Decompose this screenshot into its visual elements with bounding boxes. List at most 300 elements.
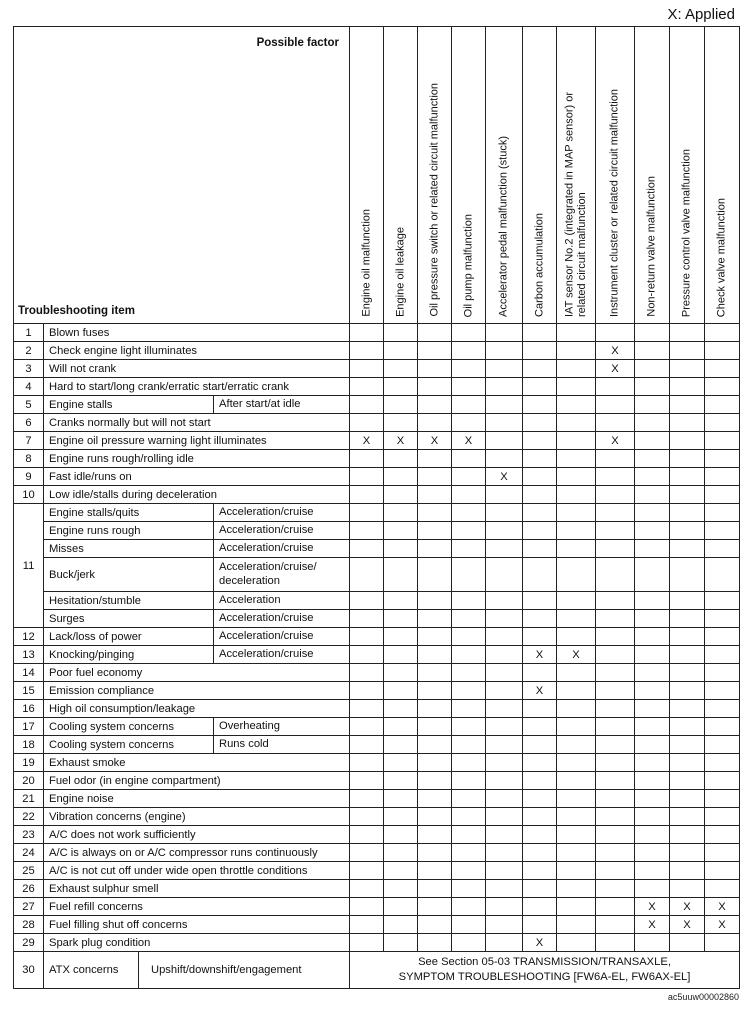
factor-cell (523, 522, 557, 540)
factor-cell (670, 790, 705, 808)
factor-cell (705, 450, 740, 468)
factor-cell (452, 772, 486, 790)
factor-cell (418, 718, 452, 736)
factor-cell (635, 718, 670, 736)
factor-cell (418, 378, 452, 396)
factor-cell (635, 700, 670, 718)
factor-cell (418, 450, 452, 468)
factor-cell (635, 504, 670, 522)
factor-cell (596, 592, 635, 610)
factor-cell (418, 808, 452, 826)
factor-cell (418, 646, 452, 664)
factor-cell (418, 754, 452, 772)
factor-cell (523, 826, 557, 844)
factor-cell (452, 754, 486, 772)
row-number: 4 (14, 378, 44, 396)
factor-cell (523, 360, 557, 378)
factor-cell (418, 540, 452, 558)
factor-header (452, 27, 486, 324)
table-row (14, 772, 740, 790)
troubleshooting-item: Fuel odor (in engine compartment) (44, 772, 350, 790)
factor-cell (486, 646, 523, 664)
factor-cell (705, 540, 740, 558)
factor-cell (635, 682, 670, 700)
applied-mark: X (670, 898, 705, 916)
factor-cell (384, 772, 418, 790)
factor-cell (523, 540, 557, 558)
factor-cell (523, 916, 557, 934)
table-row (14, 378, 740, 396)
factor-cell (384, 468, 418, 486)
troubleshooting-item: A/C is not cut off under wide open throttle conditions (44, 862, 350, 880)
factor-cell (635, 754, 670, 772)
factor-cell (486, 790, 523, 808)
troubleshooting-item: A/C is always on or A/C compressor runs continuously (44, 844, 350, 862)
factor-cell (523, 592, 557, 610)
row-number: 23 (14, 826, 44, 844)
factor-cell (557, 718, 596, 736)
factor-cell (635, 432, 670, 450)
troubleshooting-item: Cooling system concerns (44, 736, 214, 754)
factor-cell (452, 592, 486, 610)
factor-cell (523, 486, 557, 504)
factor-cell (418, 916, 452, 934)
factor-cell (596, 790, 635, 808)
factor-cell (523, 862, 557, 880)
factor-cell (486, 324, 523, 342)
factor-cell (452, 540, 486, 558)
troubleshooting-item: Engine runs rough/rolling idle (44, 450, 350, 468)
row-number: 13 (14, 646, 44, 664)
factor-cell (384, 898, 418, 916)
factor-cell (418, 844, 452, 862)
factor-cell (486, 898, 523, 916)
factor-cell (557, 378, 596, 396)
factor-cell (418, 934, 452, 952)
factor-cell (670, 610, 705, 628)
factor-cell (418, 468, 452, 486)
condition: Acceleration/cruise (214, 610, 350, 628)
factor-cell (486, 342, 523, 360)
row-number: 8 (14, 450, 44, 468)
factor-cell (384, 664, 418, 682)
factor-cell (705, 646, 740, 664)
factor-cell (523, 342, 557, 360)
factor-header (705, 27, 740, 324)
factor-cell (705, 486, 740, 504)
factor-cell (350, 396, 384, 414)
factor-cell (418, 880, 452, 898)
factor-cell (557, 540, 596, 558)
factor-cell (596, 700, 635, 718)
factor-cell (635, 862, 670, 880)
factor-cell (557, 360, 596, 378)
table-row (14, 682, 740, 700)
factor-cell (452, 934, 486, 952)
troubleshooting-item: A/C does not work sufficiently (44, 826, 350, 844)
factor-cell (557, 450, 596, 468)
factor-cell (384, 450, 418, 468)
factor-cell (557, 522, 596, 540)
factor-cell (486, 558, 523, 592)
factor-cell (350, 468, 384, 486)
factor-cell (486, 450, 523, 468)
factor-cell (670, 754, 705, 772)
factor-cell (596, 486, 635, 504)
factor-cell (384, 486, 418, 504)
factor-cell (384, 558, 418, 592)
factor-cell (670, 628, 705, 646)
factor-cell (384, 396, 418, 414)
table-row (14, 826, 740, 844)
factor-cell (523, 468, 557, 486)
factor-cell (350, 486, 384, 504)
factor-cell (486, 736, 523, 754)
factor-cell (596, 522, 635, 540)
factor-cell (705, 934, 740, 952)
factor-cell (670, 396, 705, 414)
row-number: 14 (14, 664, 44, 682)
condition: Overheating (214, 718, 350, 736)
factor-cell (486, 628, 523, 646)
row-number: 10 (14, 486, 44, 504)
factor-cell (384, 718, 418, 736)
factor-cell (523, 324, 557, 342)
factor-cell (705, 700, 740, 718)
factor-cell (523, 396, 557, 414)
condition: Acceleration (214, 592, 350, 610)
factor-cell (557, 790, 596, 808)
factor-cell (486, 522, 523, 540)
factor-cell (452, 486, 486, 504)
factor-cell (557, 880, 596, 898)
factor-label: Carbon accumulation (533, 213, 546, 317)
factor-cell (557, 754, 596, 772)
factor-cell (670, 504, 705, 522)
factor-cell (635, 360, 670, 378)
factor-cell (705, 378, 740, 396)
legend: X: Applied (667, 6, 735, 23)
table-row (14, 610, 740, 628)
factor-cell (418, 898, 452, 916)
factor-cell (523, 378, 557, 396)
condition: Upshift/downshift/engagement (151, 964, 302, 976)
factor-header (523, 27, 557, 324)
factor-cell (670, 486, 705, 504)
factor-label: Engine oil malfunction (360, 209, 373, 317)
factor-cell (596, 558, 635, 592)
condition: Acceleration/cruise (214, 540, 350, 558)
factor-cell (557, 558, 596, 592)
factor-cell (452, 414, 486, 432)
factor-cell (486, 754, 523, 772)
factor-cell (523, 700, 557, 718)
factor-cell (350, 558, 384, 592)
factor-cell (384, 628, 418, 646)
factor-cell (350, 522, 384, 540)
factor-cell (486, 916, 523, 934)
factor-cell (523, 504, 557, 522)
factor-cell (705, 826, 740, 844)
factor-cell (557, 682, 596, 700)
factor-cell (596, 324, 635, 342)
factor-cell (635, 772, 670, 790)
applied-mark: X (523, 682, 557, 700)
factor-cell (596, 682, 635, 700)
factor-cell (418, 522, 452, 540)
factor-cell (635, 592, 670, 610)
factor-cell (452, 378, 486, 396)
factor-cell (523, 664, 557, 682)
factor-cell (452, 646, 486, 664)
factor-cell (596, 826, 635, 844)
condition: Acceleration/cruise (214, 646, 350, 664)
troubleshooting-item: Engine stalls/quits (44, 504, 214, 522)
row-number: 6 (14, 414, 44, 432)
see-section-note (350, 952, 740, 989)
factor-cell (705, 754, 740, 772)
factor-cell (523, 880, 557, 898)
factor-cell (384, 808, 418, 826)
factor-cell (557, 898, 596, 916)
factor-cell (452, 324, 486, 342)
factor-cell (596, 880, 635, 898)
row-number: 24 (14, 844, 44, 862)
factor-cell (452, 826, 486, 844)
condition: Runs cold (214, 736, 350, 754)
factor-cell (350, 664, 384, 682)
factor-cell (635, 450, 670, 468)
factor-cell (596, 736, 635, 754)
factor-cell (452, 342, 486, 360)
factor-cell (418, 700, 452, 718)
factor-cell (452, 664, 486, 682)
table-row (14, 718, 740, 736)
table-row (14, 486, 740, 504)
factor-cell (670, 700, 705, 718)
row-number: 9 (14, 468, 44, 486)
factor-cell (523, 432, 557, 450)
troubleshooting-table (13, 26, 740, 989)
factor-label: Oil pump malfunction (462, 213, 475, 317)
factor-header (557, 27, 596, 324)
factor-cell (350, 414, 384, 432)
troubleshooting-item-heading: Troubleshooting item (18, 305, 135, 317)
factor-cell (635, 736, 670, 754)
row-number: 1 (14, 324, 44, 342)
factor-cell (635, 378, 670, 396)
troubleshooting-item: Low idle/stalls during deceleration (44, 486, 350, 504)
factor-cell (670, 826, 705, 844)
factor-cell (705, 592, 740, 610)
factor-cell (452, 700, 486, 718)
factor-cell (452, 558, 486, 592)
factor-cell (350, 862, 384, 880)
troubleshooting-item: Engine noise (44, 790, 350, 808)
factor-cell (635, 790, 670, 808)
factor-cell (418, 360, 452, 378)
factor-cell (384, 522, 418, 540)
troubleshooting-item: Blown fuses (44, 324, 350, 342)
table-row (14, 646, 740, 664)
factor-cell (350, 880, 384, 898)
troubleshooting-item: Will not crank (44, 360, 350, 378)
factor-cell (670, 540, 705, 558)
factor-cell (418, 682, 452, 700)
troubleshooting-item: Surges (44, 610, 214, 628)
factor-cell (635, 558, 670, 592)
factor-cell (523, 808, 557, 826)
factor-cell (635, 646, 670, 664)
table-row (14, 324, 740, 342)
factor-cell (384, 934, 418, 952)
factor-cell (486, 808, 523, 826)
factor-cell (452, 880, 486, 898)
factor-cell (557, 826, 596, 844)
factor-cell (384, 504, 418, 522)
factor-cell (486, 592, 523, 610)
factor-cell (670, 342, 705, 360)
factor-cell (557, 486, 596, 504)
factor-cell (635, 808, 670, 826)
factor-cell (557, 934, 596, 952)
factor-cell (705, 342, 740, 360)
factor-cell (452, 718, 486, 736)
applied-mark: X (596, 342, 635, 360)
factor-cell (350, 324, 384, 342)
factor-header (596, 27, 635, 324)
factor-cell (670, 682, 705, 700)
factor-cell (384, 342, 418, 360)
factor-cell (350, 736, 384, 754)
factor-cell (705, 522, 740, 540)
factor-cell (705, 862, 740, 880)
troubleshooting-item: Engine runs rough (44, 522, 214, 540)
applied-mark: X (635, 916, 670, 934)
factor-cell (486, 432, 523, 450)
factor-cell (350, 378, 384, 396)
factor-cell (635, 844, 670, 862)
factor-cell (557, 700, 596, 718)
row-number: 25 (14, 862, 44, 880)
factor-cell (705, 682, 740, 700)
factor-cell (452, 396, 486, 414)
troubleshooting-item: Exhaust sulphur smell (44, 880, 350, 898)
factor-cell (596, 450, 635, 468)
troubleshooting-item: Poor fuel economy (44, 664, 350, 682)
factor-cell (557, 862, 596, 880)
applied-mark: X (523, 934, 557, 952)
condition: Acceleration/cruise (214, 504, 350, 522)
factor-cell (705, 718, 740, 736)
factor-cell (523, 754, 557, 772)
factor-cell (384, 880, 418, 898)
factor-cell (635, 880, 670, 898)
factor-cell (486, 718, 523, 736)
factor-cell (384, 592, 418, 610)
factor-cell (596, 378, 635, 396)
row-number: 22 (14, 808, 44, 826)
factor-cell (384, 916, 418, 934)
factor-label: Accelerator pedal malfunction (stuck) (497, 136, 510, 317)
factor-cell (705, 772, 740, 790)
factor-cell (557, 808, 596, 826)
factor-cell (384, 700, 418, 718)
factor-cell (670, 844, 705, 862)
factor-cell (557, 628, 596, 646)
factor-cell (523, 558, 557, 592)
applied-mark: X (557, 646, 596, 664)
factor-cell (350, 718, 384, 736)
factor-cell (635, 342, 670, 360)
factor-cell (486, 378, 523, 396)
row-number: 17 (14, 718, 44, 736)
troubleshooting-item: Hesitation/stumble (44, 592, 214, 610)
row-number: 27 (14, 898, 44, 916)
factor-cell (350, 504, 384, 522)
factor-cell (635, 414, 670, 432)
see-line-1: See Section 05-03 TRANSMISSION/TRANSAXLE, (418, 955, 671, 968)
factor-cell (705, 414, 740, 432)
factor-cell (452, 862, 486, 880)
factor-cell (418, 414, 452, 432)
factor-cell (705, 790, 740, 808)
factor-cell (705, 324, 740, 342)
factor-cell (557, 592, 596, 610)
table-row (14, 540, 740, 558)
table-row (14, 898, 740, 916)
factor-cell (670, 414, 705, 432)
factor-cell (486, 880, 523, 898)
factor-cell (670, 772, 705, 790)
factor-cell (350, 772, 384, 790)
factor-cell (418, 558, 452, 592)
factor-cell (635, 628, 670, 646)
factor-label: IAT sensor No.2 (integrated in MAP sensor) or related circuit malfunction (563, 92, 589, 317)
factor-cell (350, 808, 384, 826)
factor-cell (557, 342, 596, 360)
factor-cell (596, 646, 635, 664)
factor-header (350, 27, 384, 324)
factor-cell (418, 826, 452, 844)
factor-cell (486, 772, 523, 790)
factor-header (670, 27, 705, 324)
factor-cell (350, 754, 384, 772)
factor-cell (635, 540, 670, 558)
factor-label: Check valve malfunction (715, 197, 728, 317)
troubleshooting-item: Vibration concerns (engine) (44, 808, 350, 826)
applied-mark: X (384, 432, 418, 450)
troubleshooting-item: Cooling system concerns (44, 718, 214, 736)
factor-cell (670, 468, 705, 486)
factor-cell (350, 826, 384, 844)
factor-cell (670, 360, 705, 378)
factor-cell (452, 504, 486, 522)
factor-cell (670, 450, 705, 468)
factor-cell (596, 396, 635, 414)
factor-label: Oil pressure switch or related circuit malfunction (428, 83, 441, 317)
factor-cell (596, 844, 635, 862)
factor-cell (670, 432, 705, 450)
factor-cell (452, 360, 486, 378)
factor-cell (452, 628, 486, 646)
factor-cell (557, 844, 596, 862)
factor-cell (705, 610, 740, 628)
factor-cell (596, 718, 635, 736)
factor-cell (705, 808, 740, 826)
row-number: 3 (14, 360, 44, 378)
table-row (14, 700, 740, 718)
